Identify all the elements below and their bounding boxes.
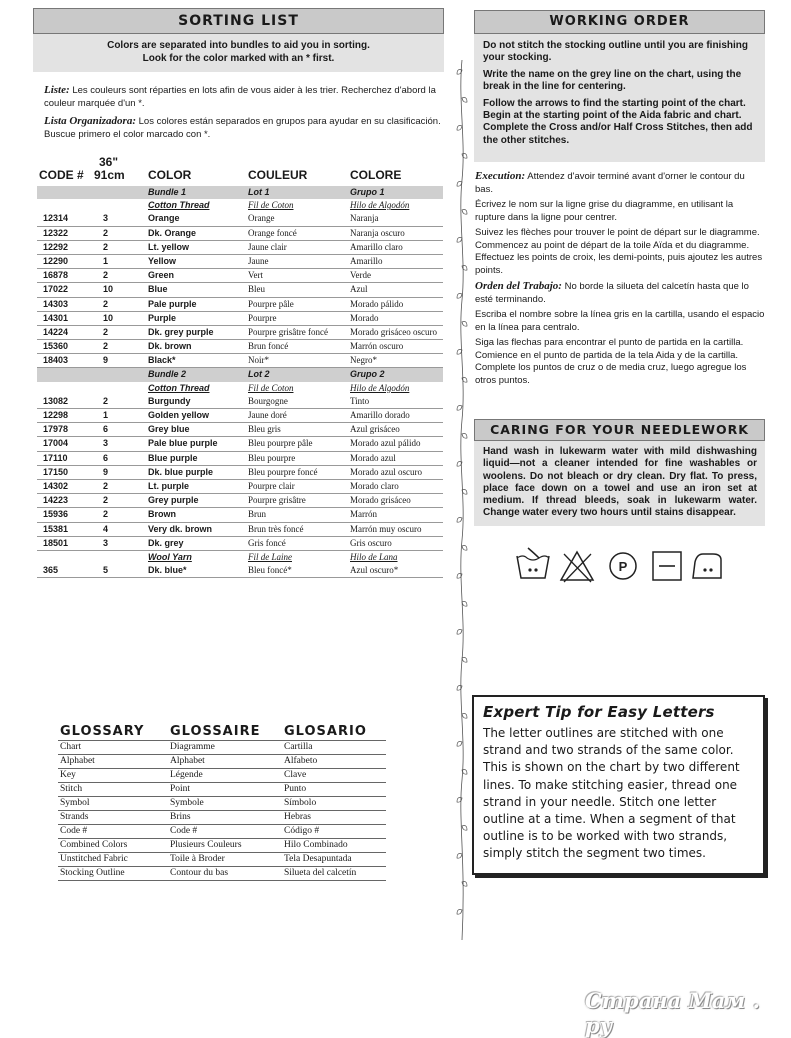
glossary-row [58,783,386,797]
table-row [37,537,443,551]
gloss-fr: Contour du bas [170,868,229,878]
cell-code: 12292 [43,241,69,252]
gloss-es: Tela Desapuntada [284,854,352,864]
sorting-list-title: SORTING LIST [178,13,299,29]
cell-code: 12314 [43,213,69,224]
gloss-es: Código # [284,826,320,836]
cell-code: 18501 [43,537,69,548]
expert-tip-text: The letter outlines are stitched with one strand and two strands of the same color. This is shown on the chart by two different lines. To make stitching easier, thread one strand in your needle. Stitch one letter outline at a time. When a segment of that outline is to be worked with two strands, simply stitch the segment two times. [483,726,740,861]
cell-color-fr: Gris foncé [248,537,286,548]
cell-length: 2 [103,241,109,252]
working-order-banner [474,10,765,34]
working-fr-1: Attendez d'avoir terminé avant d'orner le contour du bas. [475,171,745,195]
working-step-2: Write the name on the grey line on the chart, using the break in the line for centering. [483,68,742,93]
gloss-en: Stocking Outline [60,868,125,878]
sorting-list-banner [33,8,444,34]
glossary-row [58,797,386,811]
glossary-row [58,755,386,769]
gloss-es: Hilo Combinado [284,840,348,850]
cell-color-es: Hilo de Lana [350,551,398,562]
table-row [37,395,443,409]
cell-color-en: Golden yellow [148,410,210,420]
cell-color-es: Morado azul oscuro [350,466,422,477]
vine-leaf [462,210,467,215]
dry-clean-p-icon [610,553,636,579]
working-fr-2: Écrivez le nom sur la ligne grise du diagramme, en utilisant la rupture dans la ligne pour centrer. [475,199,734,223]
cell-color-en: Burgundy [148,395,191,406]
cell-color-en: Brown [148,509,176,520]
cell-code: 14301 [43,312,69,323]
table-head-couleur: COULEUR [248,168,308,182]
sorting-intro-line1: Colors are separated into bundles to aid you in sorting. [107,40,370,51]
sorting-fr-paragraph [44,84,442,110]
cell-length: 2 [103,227,109,238]
cell-color-fr: Fil de Coton [248,200,294,211]
dry-flat-icon [653,552,681,580]
cell-color-en: Black* [148,355,176,366]
cell-code: 17110 [43,452,68,463]
cell-color-es: Azul oscuro* [350,565,399,576]
cell-code: 12322 [43,227,69,238]
cell-length: 2 [103,341,109,352]
cell-length: 3 [103,213,109,224]
cell-length: 9 [103,466,109,477]
cell-color-fr: Pourpre grisâtre foncé [248,326,328,337]
sorting-table [37,186,443,578]
gloss-es: Clave [284,770,307,780]
vine-leaf [457,630,462,635]
cell-code: 14224 [43,326,69,337]
cell-color-fr: Jaune clair [248,241,287,252]
hand-wash-icon [517,548,549,578]
cell-color-fr: Pourpre pâle [248,298,294,309]
vine-leaf [457,238,462,243]
table-row [37,227,443,241]
working-order-title: WORKING ORDER [549,14,690,29]
cell-color-fr: Bourgogne [248,395,288,406]
cell-color-fr: Pourpre [248,312,277,323]
cell-color-fr: Bleu foncé* [248,565,292,576]
vine-leaf [462,658,467,663]
cell-color-fr: Pourpre grisâtre [248,495,306,506]
working-es-1: No borde la silueta del calcetín hasta que lo esté terminando. [475,281,749,305]
cell-color-en: Cotton Thread [148,382,210,393]
cell-color-fr: Brun très foncé [248,523,304,534]
cell-color-es: Morado azul [350,452,396,463]
vine-leaf [457,126,462,131]
vine-leaf [457,742,462,747]
sorting-intro-box [33,34,444,72]
gloss-en: Key [60,770,76,780]
cell-color-fr: Jaune doré [248,410,287,420]
iron-medium-icon [693,554,721,578]
cell-length: 1 [103,255,109,266]
cell-color-es: Amarillo dorado [350,410,410,420]
cell-length: 6 [103,424,109,435]
glossary-table [58,740,386,881]
sorting-es-label: Lista Organizadora: [44,115,136,127]
cell-color-es: Negro* [350,355,377,366]
cell-length: 2 [103,298,109,309]
vine-leaf [457,294,462,299]
gloss-es: Alfabeto [284,756,318,766]
table-head-length: 91cm [94,168,125,182]
cell-code: 17022 [43,284,69,295]
working-order-box [474,34,765,162]
gloss-fr: Diagramme [170,742,215,752]
cell-length: 6 [103,452,109,463]
gloss-en: Strands [60,812,89,822]
gloss-es: Hebras [284,812,311,822]
cell-length: 2 [103,395,109,406]
cell-color-es: Grupo 1 [350,187,385,197]
cell-length: 1 [103,410,109,420]
cell-color-en: Dk. brown [148,341,192,352]
cell-color-en: Yellow [148,255,177,266]
working-es-2: Escriba el nombre sobre la línea gris en la cartilla, usando el espacio en la línea para centralo. [475,309,765,333]
vine-leaf [462,602,467,607]
cell-color-fr: Bleu pourpre foncé [248,466,318,477]
gloss-es: Silueta del calcetín [284,868,357,878]
vine-leaf [457,910,462,915]
cell-length: 3 [103,537,109,548]
watermark: Страна Мам . ру [585,988,760,1038]
cell-code: 17150 [43,466,69,477]
cell-color-es: Naranja [350,213,379,224]
table-row [37,480,443,494]
cell-color-en: Grey purple [148,495,199,506]
cell-code: 15936 [43,509,69,520]
table-head-code: CODE # [39,168,84,182]
cell-color-en: Pale purple [148,298,197,309]
cell-color-fr: Bleu pourpre [248,452,296,463]
bundle-header-row [37,186,443,199]
cell-color-es: Grupo 2 [350,369,385,380]
cell-color-es: Morado pálido [350,298,404,309]
cell-color-fr: Noir* [248,355,269,366]
glossary-row [58,769,386,783]
caring-banner [474,419,765,441]
gloss-fr: Symbole [170,798,204,808]
cell-color-es: Amarillo claro [350,241,403,252]
cell-code: 14223 [43,495,69,506]
cell-color-fr: Jaune [248,255,269,266]
caring-text: Hand wash in lukewarm water with mild dishwashing liquid—not a cleaner intended for fine washables or woolens. Do not bleach or dry clean. Dry flat. To press, place face down on a towel and use an iron set at medium. If thread bleeds, soak in lukewarm water. Change water every two hours until stains disappear. [483,446,757,519]
cell-code: 15381 [43,523,69,534]
vine-leaf [462,322,467,327]
cell-color-en: Pale blue purple [148,438,218,449]
cell-color-es: Morado azul pálido [350,438,421,449]
care-icons [515,546,725,586]
cell-code: 12290 [43,255,69,266]
cell-code: 16878 [43,270,69,281]
cell-length: 2 [103,495,109,506]
glossary-row [58,811,386,825]
cell-code: 13082 [43,395,69,406]
cell-color-fr: Brun [248,509,266,520]
cell-length: 9 [103,355,109,366]
cell-code: 17004 [43,438,69,449]
table-row [37,523,443,537]
glossary-row [58,741,386,755]
cell-color-fr: Lot 2 [248,369,270,380]
cell-color-fr: Bleu pourpre pâle [248,438,313,449]
cell-code: 14303 [43,298,69,309]
gloss-fr: Point [170,784,191,794]
working-es-label: Orden del Trabajo: [475,280,562,292]
gloss-en: Combined Colors [60,840,128,850]
cell-color-fr: Vert [248,270,263,281]
gloss-fr: Plusieurs Couleurs [170,840,242,850]
cell-color-fr: Orange foncé [248,227,297,238]
cell-color-en: Dk. Orange [148,227,197,238]
gloss-fr: Alphabet [170,756,205,766]
cell-color-en: Blue [148,284,168,295]
table-row [37,354,443,368]
table-row [37,241,443,255]
sorting-fr-label: Liste: [44,84,70,96]
cell-length: 10 [103,312,114,323]
gloss-en: Stitch [60,784,83,794]
cell-color-es: Morado [350,312,379,323]
cell-length: 2 [103,326,109,337]
table-row [37,269,443,283]
table-head-36: 36" [99,155,119,169]
table-row [37,298,443,312]
vine-leaf [462,546,467,551]
cell-color-es: Morado grisáceo oscuro [350,326,437,337]
cell-color-en: Dk. grey [148,537,184,548]
vine-leaf [462,714,467,719]
caring-title: CARING FOR YOUR NEEDLEWORK [490,422,749,437]
vine-divider [456,60,468,940]
table-row [37,508,443,522]
cell-color-en: Bundle 1 [148,187,187,197]
table-row [37,255,443,269]
cell-color-fr: Orange [248,213,275,224]
cell-color-es: Marrón oscuro [350,341,404,352]
table-row [37,283,443,297]
glossary-row [58,825,386,839]
cell-color-en: Cotton Thread [148,200,210,211]
table-row [37,564,443,578]
gloss-fr: Toile à Broder [170,854,225,864]
cell-color-es: Marrón muy oscuro [350,523,422,534]
gloss-en: Chart [60,742,82,752]
glossary-row [58,867,386,881]
working-fr-label: Execution: [475,170,526,182]
vine-leaf [462,98,467,103]
glossary-row [58,839,386,853]
table-row [37,423,443,437]
expert-tip-title: Expert Tip for Easy Letters [483,703,715,721]
table-head-color: COLOR [148,168,192,182]
cell-color-en: Wool Yarn [148,551,192,562]
cell-color-fr: Fil de Coton [248,382,294,393]
cell-code: 17978 [43,424,69,435]
vine-leaf [457,406,462,411]
expert-tip-box [472,695,765,875]
gloss-en: Alphabet [60,756,95,766]
cell-color-en: Purple [148,312,177,323]
bundle-header-row [37,368,443,381]
glossary-head-fr: GLOSSAIRE [170,724,261,739]
cell-color-es: Morado grisáceo [350,495,411,506]
vine-leaf [462,826,467,831]
cell-color-fr: Bleu [248,284,265,295]
table-row [37,409,443,423]
gloss-fr: Code # [170,826,198,836]
cell-color-es: Amarillo [350,255,383,266]
sorting-fr-text: Les couleurs sont réparties en lots afin de vous aider à les trier. Recherchez d'abord la couleur marquée d'un *. [44,85,436,109]
glossary-row [58,853,386,867]
sorting-es-text: Los colores están separados en grupos para ayudar en su clasificación. Buscue primero el color marcado con *. [44,116,441,140]
table-row [37,340,443,354]
cell-color-en: Grey blue [148,424,190,435]
glossary-head-en: GLOSSARY [60,724,145,739]
working-step-3: Follow the arrows to find the starting point of the chart. Begin at the starting point of the Aida fabric and chart. Complete the Cross and/or Half Cross Stitches, then add the other stitches. [483,97,753,146]
gloss-fr: Légende [170,770,203,780]
glossary-head-es: GLOSARIO [284,724,367,739]
working-es-3: Siga las flechas para encontrar el punto de partida en la cartilla. Comience en el punto de partida de la tela Aida y de la cartilla. Complete los puntos de cruz o de media cruz, luego agregue los otros puntos. [475,337,747,386]
cell-color-en: Very dk. brown [148,523,213,534]
table-row [37,452,443,466]
cell-color-en: Dk. blue* [148,565,187,576]
cell-color-es: Marrón [350,509,377,520]
vine-leaf [457,854,462,859]
gloss-en: Code # [60,826,88,836]
cell-color-es: Morado claro [350,480,399,491]
cell-length: 2 [103,509,109,520]
working-step-1: Do not stitch the stocking outline until you are finishing your stocking. [483,40,748,64]
gloss-en: Unstitched Fabric [60,854,128,864]
thread-type-row [37,382,443,395]
gloss-en: Symbol [60,798,90,808]
cell-length: 10 [103,284,114,295]
cell-color-fr: Brun foncé [248,341,289,352]
cell-length: 2 [103,270,109,281]
sorting-es-paragraph [44,115,442,141]
gloss-fr: Brins [170,812,191,822]
cell-color-es: Verde [350,270,371,281]
cell-color-fr: Pourpre clair [248,480,295,491]
vine-leaf [457,518,462,523]
cell-code: 12298 [43,410,69,420]
table-head-colore: COLORE [350,168,402,182]
cell-color-es: Hilo de Algodón [350,200,410,211]
dry-clean-p-letter: P [618,559,628,574]
cell-color-en: Lt. purple [148,480,189,491]
cell-color-es: Naranja oscuro [350,227,405,238]
cell-color-es: Tinto [350,395,370,406]
cell-color-es: Gris oscuro [350,537,392,548]
thread-type-row [37,551,443,564]
gloss-es: Símbolo [284,798,317,808]
cell-color-fr: Bleu gris [248,424,281,435]
cell-color-en: Bundle 2 [148,369,187,380]
working-fr-3: Suivez les flèches pour trouver le point de départ sur le diagramme. Commencez au point de départ de la toile Aïda et du diagramme. Effectuez les points de croix, les demi-points, puis ajoutez les autres points. [475,227,763,276]
cell-color-fr: Lot 1 [248,187,270,197]
cell-code: 18403 [43,355,69,366]
table-row [37,466,443,480]
cell-color-en: Lt. yellow [148,241,190,252]
cell-color-fr: Fil de Laine [248,551,292,562]
working-order-translations [475,170,765,387]
table-row [37,494,443,508]
cell-length: 2 [103,480,109,491]
cell-code: 15360 [43,341,69,352]
cell-color-en: Green [148,270,175,281]
table-row [37,212,443,226]
cell-code: 365 [43,565,59,576]
table-row [37,312,443,326]
sorting-intro-line2: Look for the color marked with an * first. [142,53,335,64]
thread-type-row [37,199,443,212]
cell-color-es: Azul grisáceo [350,424,400,435]
caring-box [474,441,765,526]
table-row [37,437,443,451]
cell-color-en: Blue purple [148,452,198,463]
cell-length: 3 [103,438,109,449]
cell-color-en: Dk. grey purple [148,326,214,337]
cell-length: 4 [103,523,109,534]
cell-color-en: Dk. blue purple [148,466,214,477]
cell-code: 14302 [43,480,69,491]
cell-color-es: Hilo de Algodón [350,382,410,393]
vine-leaf [462,434,467,439]
gloss-es: Punto [284,784,307,794]
cell-length: 5 [103,565,109,576]
table-row [37,326,443,340]
gloss-es: Cartilla [284,742,313,752]
cell-color-en: Orange [148,213,180,224]
no-bleach-icon [561,552,593,582]
cell-color-es: Azul [350,284,368,295]
